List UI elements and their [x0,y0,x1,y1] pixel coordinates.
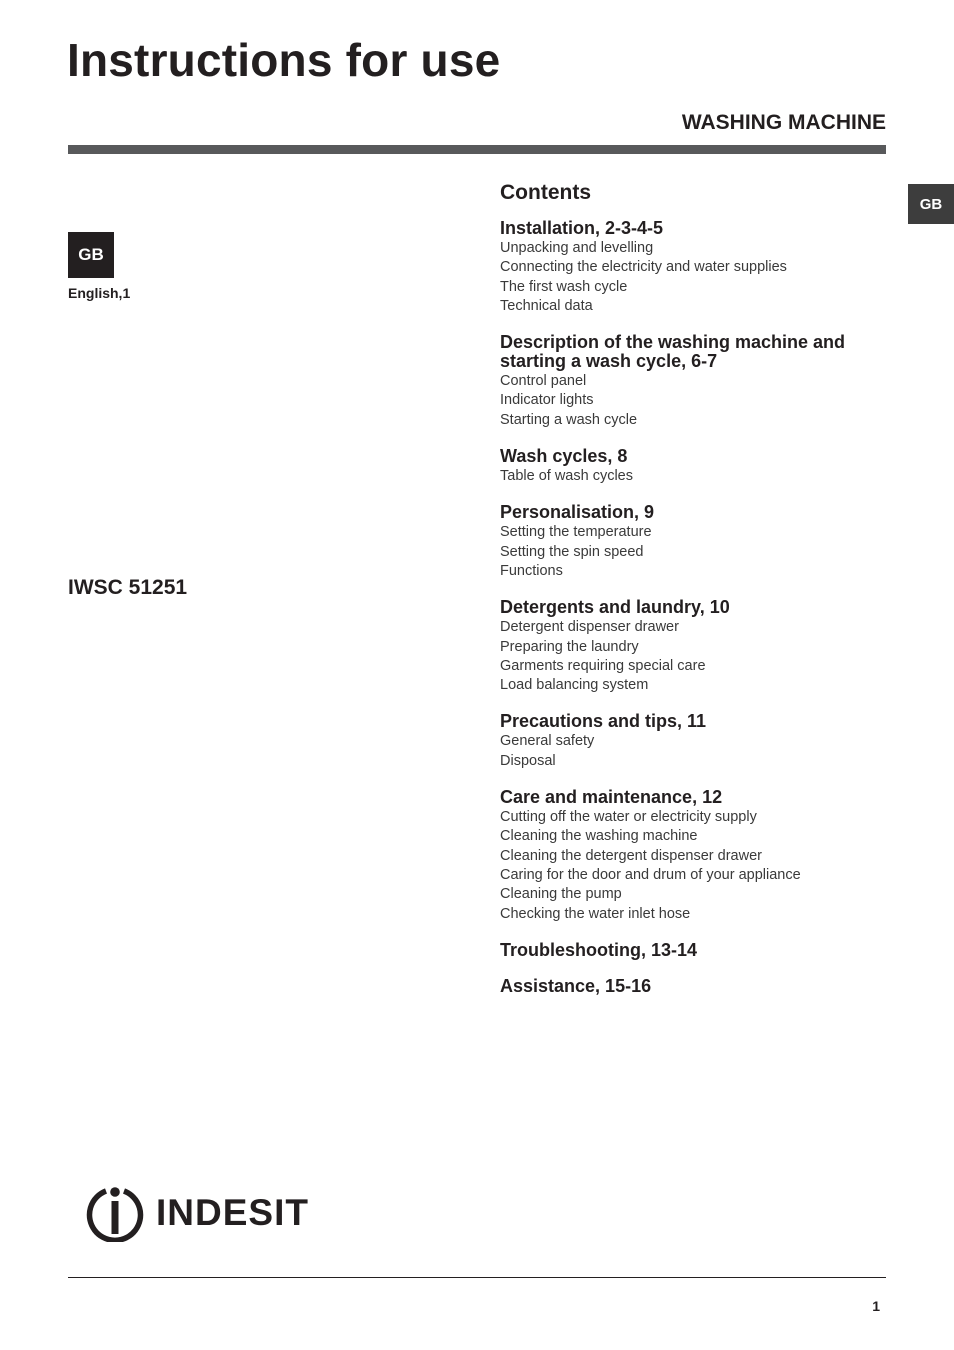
contents-list [500,180,880,1013]
contents-section [500,598,880,695]
indesit-i-logo-icon [84,1184,146,1242]
section-item: Cleaning the detergent dispenser drawer [500,847,762,864]
contents-section [500,447,880,486]
contents-section [500,333,880,430]
section-item: Disposal [500,752,556,769]
model-number: IWSC 51251 [68,576,188,599]
section-item: Functions [500,562,563,579]
section-item: Preparing the laundry [500,638,639,655]
section-title: Detergents and laundry, 10 [500,597,730,618]
contents-section [500,941,880,960]
header-divider [68,145,886,154]
section-item: Caring for the door and drum of your appliance [500,866,801,883]
section-item: Load balancing system [500,677,649,694]
brand-logo [84,1184,309,1242]
section-title: Personalisation, 9 [500,502,655,523]
section-item: Cutting off the water or electricity supply [500,809,757,826]
section-item: Table of wash cycles [500,468,633,485]
language-side-tab [908,184,954,224]
page-title: Instructions for use [67,34,501,86]
section-title: Description of the washing machine and starting a wash cycle, 6-7 [500,332,846,372]
section-item: Cleaning the pump [500,886,622,903]
section-item: Unpacking and levelling [500,240,654,256]
section-item: Detergent dispenser drawer [500,619,679,636]
section-title: Wash cycles, 8 [500,446,628,467]
section-item: Indicator lights [500,392,594,409]
section-item: Setting the spin speed [500,543,644,560]
section-item: The first wash cycle [500,278,628,295]
language-label: English,1 [68,285,131,301]
contents-section [500,503,880,581]
contents-section [500,219,880,316]
section-item: Control panel [500,373,587,390]
section-title: Installation, 2-3-4-5 [500,218,664,238]
contents-section [500,788,880,924]
section-item: General safety [500,733,595,750]
section-item: Starting a wash cycle [500,411,638,428]
contents-section [500,712,880,771]
language-badge [68,232,114,278]
section-title: Troubleshooting, 13-14 [500,939,698,960]
contents-section [500,977,880,996]
section-item: Setting the temperature [500,524,652,541]
language-badge-label: GB [78,245,104,264]
section-item: Technical data [500,297,593,314]
section-title: Care and maintenance, 12 [500,787,723,808]
section-item: Garments requiring special care [500,657,706,674]
contents-title: Contents [500,181,591,204]
product-type: WASHING MACHINE [681,111,886,134]
section-title: Precautions and tips, 11 [500,711,707,732]
side-tab-label: GB [919,195,943,213]
section-item: Cleaning the washing machine [500,828,698,845]
footer-divider [68,1277,886,1278]
section-item: Checking the water inlet hose [500,905,691,922]
page-number: 1 [872,1298,880,1314]
contents-sections [500,219,880,996]
brand-wordmark: INDESIT [156,1192,309,1233]
section-title: Assistance, 15-16 [500,975,652,996]
section-item: Connecting the electricity and water supplies [500,259,787,276]
